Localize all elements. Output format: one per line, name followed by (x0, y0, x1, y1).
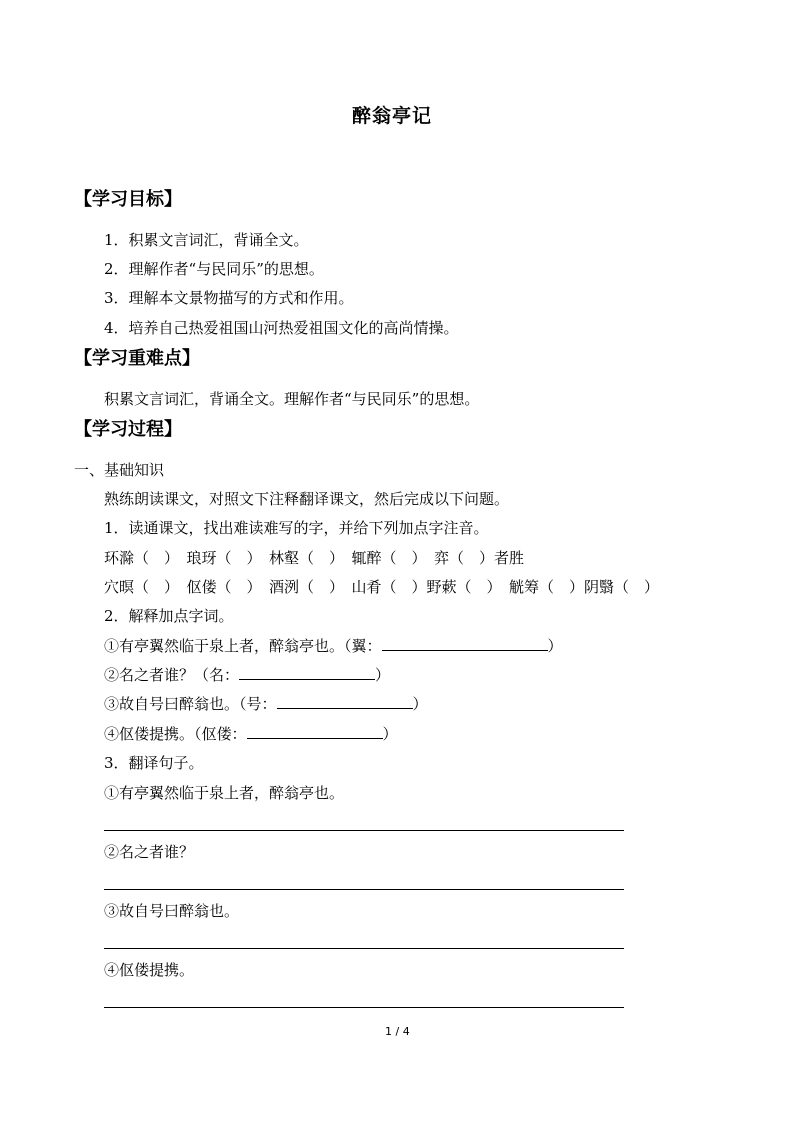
goal-item: 2．理解作者“与民同乐”的思想。 (104, 260, 324, 278)
question-1: 1．读通课文，找出难读难写的字，并给下列加点字注音。 (104, 519, 489, 537)
answer-line[interactable] (104, 889, 624, 890)
key-points-text: 积累文言词汇，背诵全文。理解作者“与民同乐”的思想。 (104, 390, 480, 408)
section-heading-goals: 【学习目标】 (74, 189, 182, 210)
answer-blank[interactable] (382, 636, 548, 651)
question-2: 2．解释加点字词。 (104, 607, 234, 625)
pinyin-row-1: 环滁（ ） 琅玡（ ） 林壑（ ） 辄醉（ ） 弈（ ）者胜 (104, 549, 525, 567)
answer-blank[interactable] (277, 694, 413, 709)
goal-item: 1．积累文言词汇，背诵全文。 (104, 231, 309, 249)
q3-item: ②名之者谁？ (104, 843, 195, 861)
answer-blank[interactable] (239, 665, 375, 680)
q2-item-text: ③故自号曰醉翁也。（号： (104, 695, 277, 713)
q2-item (104, 636, 563, 656)
q2-item-close: ） (375, 666, 391, 684)
q2-item (104, 694, 428, 714)
q2-item (104, 724, 398, 744)
q2-item-close: ） (412, 695, 428, 713)
section-heading-key-points: 【学习重难点】 (74, 348, 200, 369)
answer-line[interactable] (104, 1007, 624, 1008)
page-title: 醉翁亭记 (352, 105, 433, 127)
q2-item-close: ） (382, 725, 398, 743)
q2-item-text: ②名之者谁？（名： (104, 666, 240, 684)
goal-item: 3．理解本文景物描写的方式和作用。 (104, 289, 354, 307)
q2-item-close: ） (547, 637, 563, 655)
basics-intro: 熟练朗读课文，对照文下注释翻译课文，然后完成以下问题。 (104, 490, 510, 508)
pinyin-row-2: 穴暝（ ） 伛偻（ ） 酒洌（ ） 山肴（ ）野蔌（ ） 觥筹（ ）阴翳（ ） (104, 578, 660, 596)
q2-item (104, 665, 390, 685)
q3-item: ①有亭翼然临于泉上者，醉翁亭也。 (104, 784, 345, 802)
page-number: 1 / 4 (385, 1025, 410, 1038)
basics-heading: 一、基础知识 (74, 461, 165, 479)
answer-blank[interactable] (247, 724, 383, 739)
answer-line[interactable] (104, 830, 624, 831)
goal-item: 4．培养自己热爱祖国山河热爱祖国文化的高尚情操。 (104, 319, 459, 337)
question-3: 3．翻译句子。 (104, 754, 204, 772)
q3-item: ④伛偻提携。 (104, 961, 195, 979)
q2-item-text: ①有亭翼然临于泉上者，醉翁亭也。（翼： (104, 637, 382, 655)
answer-line[interactable] (104, 948, 624, 949)
q2-item-text: ④伛偻提携。（伛偻： (104, 725, 247, 743)
section-heading-process: 【学习过程】 (74, 419, 182, 440)
q3-item: ③故自号曰醉翁也。 (104, 902, 240, 920)
